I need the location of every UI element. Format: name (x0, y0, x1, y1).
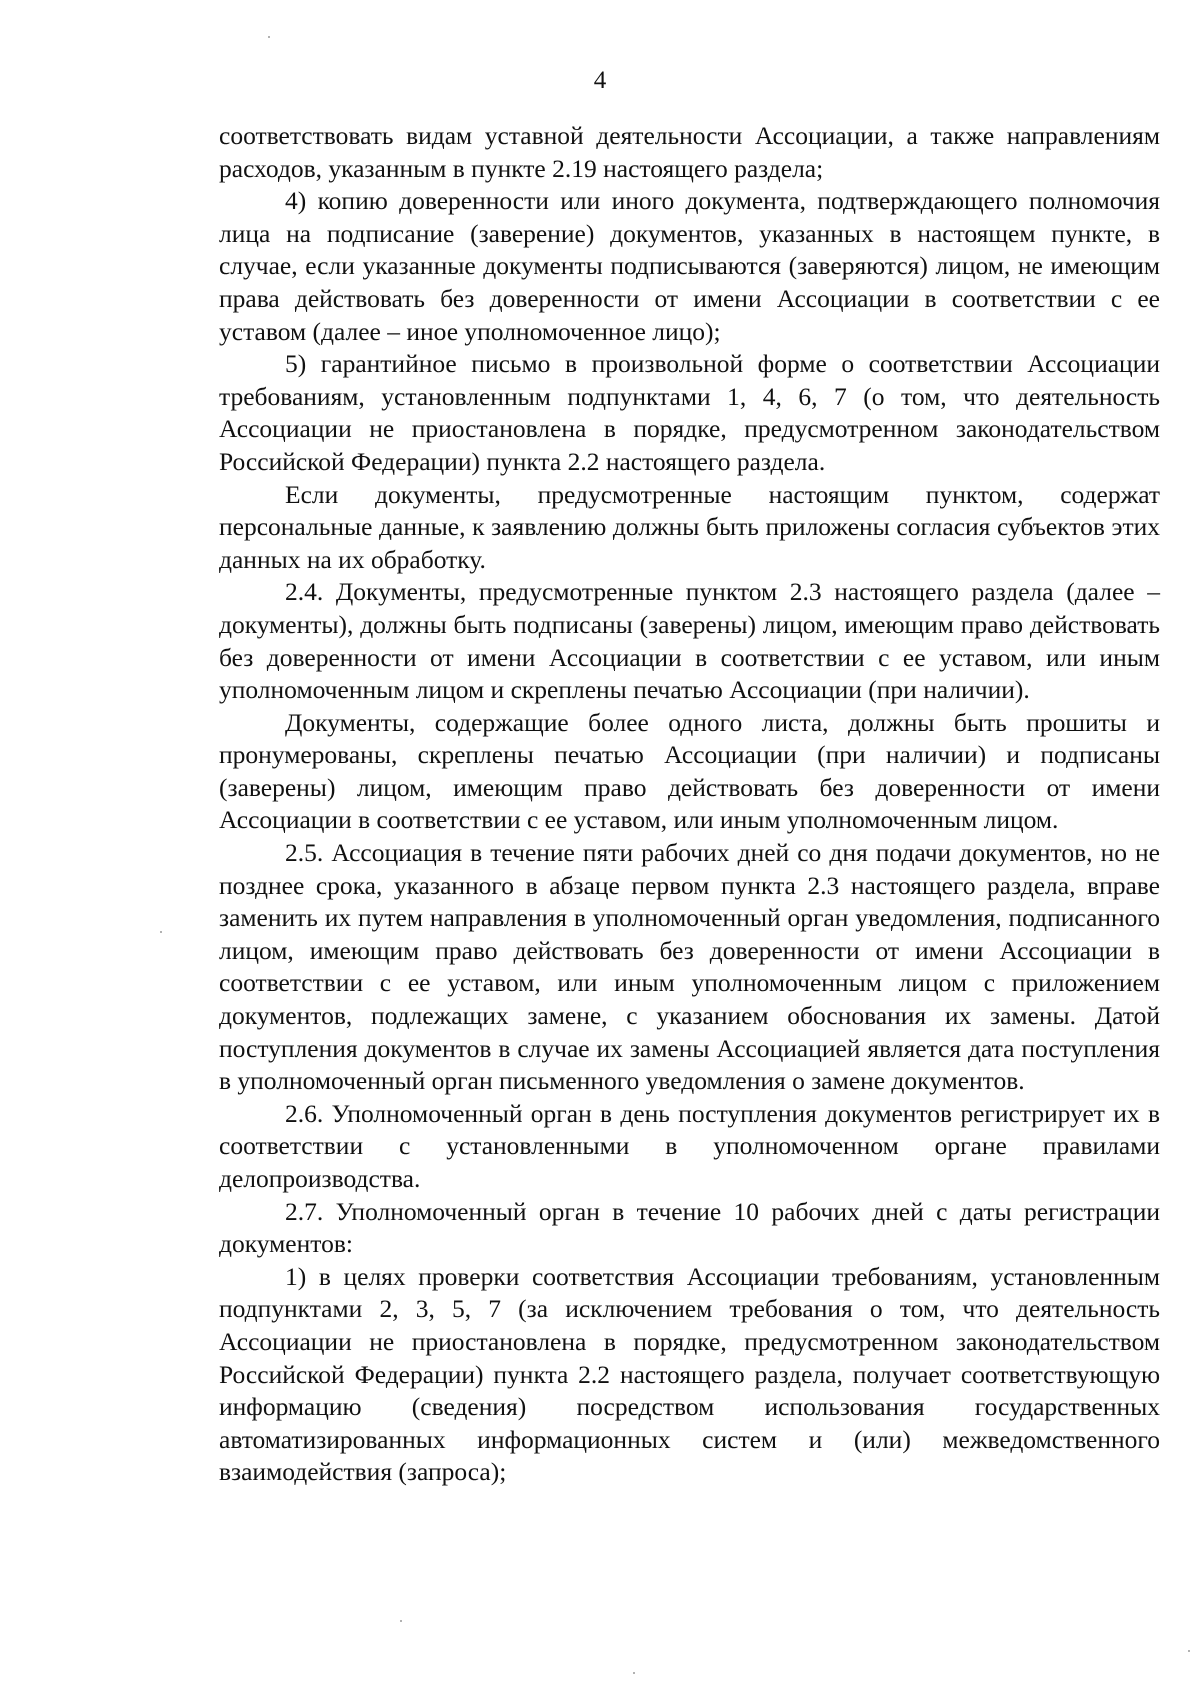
scan-speck (268, 36, 270, 38)
paragraph-2-6: 2.6. Уполномоченный орган в день поступления документов регистрирует их в соответствии с установленными в уполномоченном органе правилами делопроизводства. (219, 1098, 1160, 1193)
scan-speck (400, 1620, 402, 1622)
scan-speck (1188, 1650, 1190, 1652)
paragraph-continuation: соответствовать видам уставной деятельности Ассоциации, а также направлениям расходов, указанным в пункте 2.19 настоящего раздела; (219, 121, 1160, 183)
paragraph-2-4: 2.4. Документы, предусмотренные пунктом 2.3 настоящего раздела (далее – документы), должны быть подписаны (заверены) лицом, имеющим право действовать без доверенности от имени Ассоциации в соответствии с ее уставом, или иным уполномоченным лицом и скреплены печатью Ассоциации (при наличии). (219, 577, 1160, 705)
paragraph-item-4: 4) копию доверенности или иного документа, подтверждающего полномочия лица на подписание (заверение) документов, указанных в настоящем пункте, в случае, если указанные документы подписываются (заверяются) лицом, не имеющим права действовать без доверенности от имени Ассоциации в соответствии с ее уставом (далее – иное уполномоченное лицо); (219, 186, 1160, 346)
document-body (219, 120, 1160, 1489)
paragraph-2-5: 2.5. Ассоциация в течение пяти рабочих дней со дня подачи документов, но не позднее срока, указанного в абзаце первом пункта 2.3 настоящего раздела, вправе заменить их путем направления в уполномоченный орган уведомления, подписанного лицом, имеющим право действовать без доверенности от имени Ассоциации в соответствии с ее уставом, или иным уполномоченным лицом с приложением документов, подлежащих замене, с указанием обоснования их замены. Датой поступления документов в случае их замены Ассоциацией является дата поступления в уполномоченный орган письменного уведомления о замене документов. (219, 838, 1160, 1096)
paragraph-2-7: 2.7. Уполномоченный орган в течение 10 рабочих дней с даты регистрации документов: (219, 1196, 1160, 1259)
paragraph-personal-data: Если документы, предусмотренные настоящим пунктом, содержат персональные данные, к заявлению должны быть приложены согласия субъектов этих данных на их обработку. (219, 479, 1160, 574)
scan-speck (160, 931, 162, 933)
paragraph-multi-sheet: Документы, содержащие более одного листа, должны быть прошиты и пронумерованы, скреплены печатью Ассоциации (при наличии) и подписаны (заверены) лицом, имеющим право действовать без доверенности от имени Ассоциации в соответствии с ее уставом, или иным уполномоченным лицом. (219, 707, 1160, 835)
scan-speck (633, 1672, 635, 1674)
paragraph-2-7-item-1: 1) в целях проверки соответствия Ассоциации требованиям, установленным подпунктами 2, 3, 5, 7 (за исключением требования о том, что деятельность Ассоциации не приостановлена в порядке, предусмотренном законодательством Российской Федерации) пункта 2.2 настоящего раздела, получает соответствующую информацию (сведения) посредством использования государственных автоматизированных информационных систем и (или) межведомственного взаимодействия (запроса); (219, 1261, 1160, 1487)
page-number: 4 (593, 67, 607, 94)
paragraph-item-5: 5) гарантийное письмо в произвольной форме о соответствии Ассоциации требованиям, установленным подпунктами 1, 4, 6, 7 (о том, что деятельность Ассоциации не приостановлена в порядке, предусмотренном законодательством Российской Федерации) пункта 2.2 настоящего раздела. (219, 349, 1160, 476)
